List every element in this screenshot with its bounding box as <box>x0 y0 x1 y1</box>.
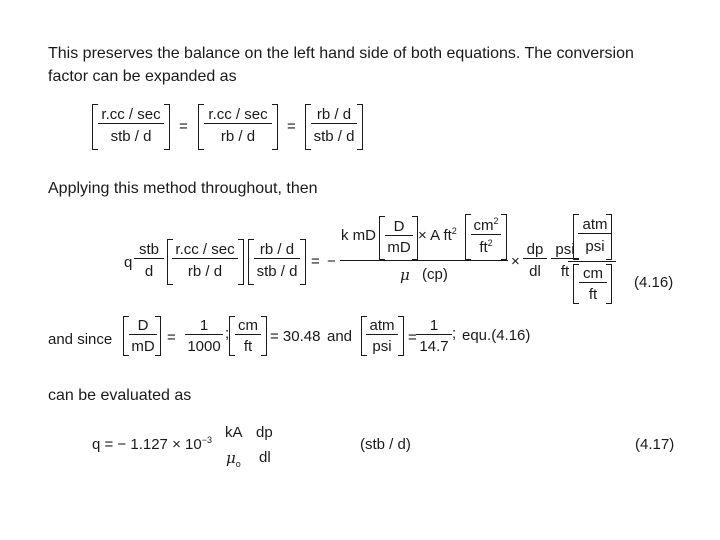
denominator: 1000 <box>187 338 221 355</box>
text-and-since: and since <box>48 331 113 348</box>
denominator: stb / d <box>110 128 152 145</box>
bracket-right <box>261 316 267 356</box>
bracket-right <box>272 104 278 150</box>
denominator: psi <box>585 238 605 255</box>
viscosity-unit: (cp) <box>422 266 448 283</box>
fraction <box>579 265 607 303</box>
minus-sign: − <box>327 253 336 270</box>
fraction <box>416 317 452 355</box>
mu-symbol: μ <box>400 266 410 284</box>
bracket-right <box>300 239 306 285</box>
numerator: 1 <box>429 317 439 334</box>
numerator: r.cc / sec <box>175 241 235 258</box>
denominator: ft <box>588 286 598 303</box>
numerator: cm <box>583 265 603 282</box>
equals-sign: = <box>408 329 417 346</box>
area-text: × A ft <box>418 227 452 244</box>
numerator: dp <box>526 241 544 258</box>
units: (stb / d) <box>360 436 411 453</box>
fraction <box>204 106 272 145</box>
fraction <box>385 218 413 256</box>
denominator: ft <box>243 338 253 355</box>
denominator: d <box>144 263 154 280</box>
numerator: psi <box>555 241 575 258</box>
numerator: rb / d <box>316 106 352 123</box>
equals-sign: = <box>287 118 296 135</box>
q-symbol: q <box>124 254 133 271</box>
fraction <box>172 241 238 280</box>
numerator: atm <box>582 216 608 233</box>
denominator: ft <box>479 239 488 256</box>
denominator: 14.7 <box>419 338 449 355</box>
numerator: r.cc / sec <box>101 106 161 123</box>
denominator: ft <box>560 263 570 280</box>
lhs-text: q = − 1.127 × 10 <box>92 436 202 453</box>
denominator: mD <box>387 239 411 256</box>
superscript: 2 <box>451 226 457 236</box>
fraction <box>98 106 164 145</box>
equation-lhs <box>92 436 212 453</box>
paragraph-line: factor can be expanded as <box>48 68 237 85</box>
equals-sign: = <box>179 118 188 135</box>
numerator-kA: kA <box>225 424 243 441</box>
equation-number: (4.17) <box>635 436 675 453</box>
subscript: o <box>235 459 241 469</box>
denominator: rb / d <box>187 263 223 280</box>
fraction <box>471 217 501 256</box>
exponent: −3 <box>201 435 212 445</box>
numerator: cm <box>238 317 258 334</box>
permeability-term: k mD <box>341 227 376 244</box>
numerator: 1 <box>199 317 209 334</box>
fraction <box>254 241 300 280</box>
bracket-right <box>398 316 404 356</box>
fraction-bar <box>340 260 508 261</box>
equals-sign: = <box>167 329 176 346</box>
fraction <box>185 317 223 355</box>
paragraph-line: Applying this method throughout, then <box>48 180 318 197</box>
semicolon: ; <box>452 325 457 342</box>
equation-reference: equ.(4.16) <box>462 327 531 344</box>
text-and: and <box>327 328 353 345</box>
bracket-right <box>155 316 161 356</box>
bracket-right <box>501 214 507 260</box>
superscript: 2 <box>493 216 499 226</box>
bracket-right <box>357 104 363 150</box>
fraction <box>523 241 547 280</box>
denominator-dl: dl <box>259 449 271 466</box>
bracket-right <box>164 104 170 150</box>
denominator: dl <box>529 263 541 280</box>
conversion-value: = 30.48 <box>270 328 321 345</box>
numerator: r.cc / sec <box>208 106 268 123</box>
denominator: psi <box>372 338 392 355</box>
fraction <box>134 241 164 280</box>
equation-number: (4.16) <box>634 274 674 291</box>
bracket-right <box>238 239 244 285</box>
fraction <box>129 317 157 355</box>
numerator: stb <box>138 241 159 258</box>
denominator: rb / d <box>220 128 256 145</box>
equals-sign: = <box>311 253 320 270</box>
numerator: rb / d <box>259 241 295 258</box>
numerator: atm <box>369 317 395 334</box>
paragraph-line: can be evaluated as <box>48 387 192 404</box>
numerator: cm <box>473 217 494 234</box>
area-term <box>418 227 457 244</box>
superscript: 2 <box>487 238 493 248</box>
semicolon: ; <box>225 325 230 342</box>
paragraph-line: This preserves the balance on the left hand side of both equations. The conversion <box>48 45 634 62</box>
viscosity-term <box>226 449 241 467</box>
fraction <box>311 106 357 145</box>
numerator: D <box>137 317 149 334</box>
fraction <box>366 317 398 355</box>
denominator: stb / d <box>256 263 298 280</box>
denominator: mD <box>131 338 155 355</box>
times-sign: × <box>511 253 520 270</box>
mu-symbol: μ <box>226 449 236 467</box>
bracket-right <box>606 214 612 260</box>
numerator: D <box>393 218 405 235</box>
fraction <box>235 317 261 355</box>
fraction-bar <box>568 261 616 262</box>
denominator: stb / d <box>313 128 355 145</box>
numerator-dp: dp <box>256 424 273 441</box>
bracket-right <box>606 264 612 304</box>
